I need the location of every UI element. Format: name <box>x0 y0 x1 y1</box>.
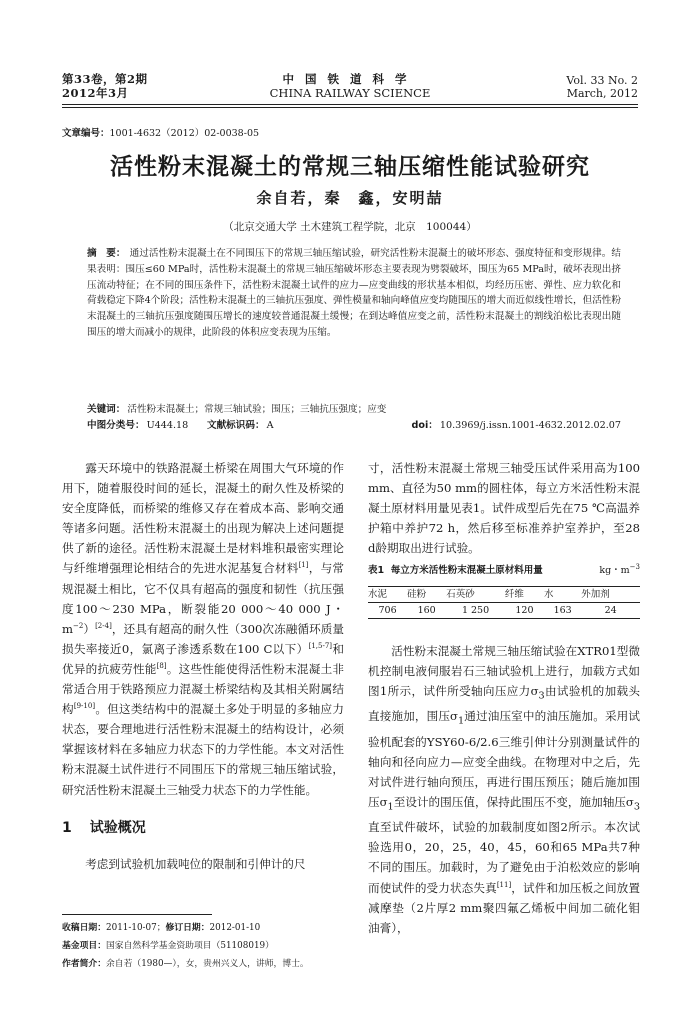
citation[interactable]: [8] <box>156 662 167 671</box>
table-caption-text: 每立方米活性粉末混凝土原材料用量 <box>390 565 543 577</box>
table-row <box>368 602 640 618</box>
table-cell: 24 <box>581 602 640 618</box>
journal-name-cn: 中国铁道科学 <box>282 72 418 86</box>
citation[interactable]: [11] <box>496 880 512 889</box>
section-title: 试验概况 <box>89 819 146 836</box>
table-header-row <box>368 586 640 602</box>
table-cell: 160 <box>407 602 446 618</box>
footnote-author: 作者简介：余自若（1980—），女，贵州兴义人，讲师，博士。 <box>62 959 309 969</box>
header-rule-thin <box>62 107 638 108</box>
date-cn: 2012年3月 <box>62 86 129 100</box>
abstract-label: 摘 要： <box>87 248 126 259</box>
section-heading <box>62 818 344 838</box>
material-table <box>368 586 640 619</box>
keywords-text: 活性粉末混凝土；常规三轴试验；围压；三轴抗压强度；应变 <box>127 404 387 415</box>
right-column <box>368 458 640 938</box>
classification-line <box>87 418 621 434</box>
paragraph: 活性粉末混凝土常规三轴压缩试验在XTR01型微机控制电液伺服岩石三轴试验机上进行，加载方式如图1所示，试件所受轴向压应力$\sigma_3$由试验机的加载头直接施加，围压$\sigma_1$通过油压室中的油压施加。采用试验机配套的YSY60-6/2.6三维引伸计分别测量试件的轴向和径向应力—应变全曲线。在物理对中之后，先对试件进行轴向预压，再进行围压预压；随后施加围压$\sigma_1$至设计的围压值，保持此围压不变，施加轴压$\sigma_3$直至试件破坏，试验的加载制度如图2所示。本次试验选用0，20，25，40，45，60和65 MPa共7种不同的围压。加载时，为了避免由于泊松效应的影响而使试件的受力状态失真[11]，试件和加压板之间放置减摩垫（2片厚2 mm聚四氟乙烯板中间加二硫化钼油膏）， <box>368 643 640 935</box>
abstract-text: 通过活性粉末混凝土在不同围压下的常规三轴压缩试验，研究活性粉末混凝土的破坏形态、强度特征和变形规律。结果表明：围压≤60 MPa时，活性粉末混凝土的常规三轴压缩破坏形态主要表现为劈裂破坏，围压为65 MPa时，破坏表现出挤压流动特征；在不同的围压条件下，活性粉末混凝土试件的应力—应变曲线的形状基本相似，均经历压密、弹性、应力软化和荷载稳定下降4个阶段；活性粉末混凝土的三轴抗压强度、弹性模量和轴向峰值应变均随围压的增大而近似线性增长，但活性粉末混凝土的三轴抗压强度随围压增长的速度较普通混凝土缓慢；在到达峰值应变之前，活性粉末混凝土的割线泊松比表现出随围压的增大而减小的规律，此阶段的体积应变表现为压缩。 <box>87 248 622 338</box>
citation[interactable]: [1] <box>298 561 309 570</box>
footnote-dates: 收稿日期：2011-10-07；修订日期：2012-01-10 <box>62 923 261 933</box>
table-cell: 120 <box>505 602 544 618</box>
table-unit: kg・$m^{-3}$ <box>599 563 640 577</box>
keywords <box>87 402 621 418</box>
footnote-fund: 基金项目：国家自然科学基金资助项目（51108019） <box>62 941 274 951</box>
abstract <box>87 246 621 341</box>
section-number: 1 <box>62 819 72 836</box>
table-cell: 163 <box>544 602 581 618</box>
table-header-cell: 硅粉 <box>407 586 446 602</box>
table-header-cell: 纤维 <box>505 586 544 602</box>
citation[interactable]: [9-10] <box>73 702 96 711</box>
footnote-rule <box>62 914 212 915</box>
keywords-label: 关键词： <box>87 404 126 415</box>
journal-name-en: CHINA RAILWAY SCIENCE <box>269 86 431 100</box>
table-number: 表1 <box>368 565 385 577</box>
clc-label: 中图分类号： <box>87 420 145 431</box>
document-code: 文献标识码： A <box>207 420 274 431</box>
affiliation: （北京交通大学 土木建筑工程学院，北京 100044） <box>223 221 477 233</box>
doi-link[interactable]: 10.3969/j.issn.1001-4632.2012.02.07 <box>439 420 621 431</box>
citation[interactable]: [2-4] <box>95 621 112 630</box>
volume-issue-en <box>566 74 638 100</box>
left-column <box>62 458 344 874</box>
doi: doi： 10.3969/j.issn.1001-4632.2012.02.07 <box>411 420 621 431</box>
article-number: 文章编号：1001-4632（2012）02-0038-05 <box>62 128 260 139</box>
date-en: March, 2012 <box>566 87 638 100</box>
volume-en: Vol. 33 No. 2 <box>566 74 638 87</box>
author-list: 余自若，秦 鑫，安明喆 <box>256 189 444 207</box>
paragraph: 寸，活性粉末混凝土常规三轴受压试件采用高为100 mm、直径为50 mm的圆柱体，每立方米活性粉末混凝土原材料用量见表1。试件成型后先在75 ℃高温养护箱中养护72 h，然后移至标准养护室养护，至28 d龄期取出进行试验。 <box>368 461 640 556</box>
paper-title: 活性粉末混凝土的常规三轴压缩性能试验研究 <box>110 154 590 180</box>
table-header-cell: 水泥 <box>368 586 407 602</box>
clc-code: U444.18 <box>146 420 189 431</box>
paragraph: 考虑到试验机加载吨位的限制和引伸计的尺 <box>85 856 306 871</box>
volume-cn: 第33卷，第2期 <box>62 72 148 86</box>
table-header-cell: 水 <box>544 586 581 602</box>
table-header-cell: 外加剂 <box>581 586 640 602</box>
citation[interactable]: [1,5-7] <box>308 641 333 650</box>
table-header-cell: 石英砂 <box>446 586 505 602</box>
intro-paragraph: 露天环境中的铁路混凝土桥梁在周围大气环境的作用下，随着服役时间的延长，混凝土的耐久性及桥梁的安全度降低，而桥梁的维修又存在着成本高、影响交通等诸多问题。活性粉末混凝土的出现为解决上述问题提供了新的途径。活性粉末混凝土是材料堆积最密实理论与纤维增强理论相结合的先进水泥基复合材料[1]，与常规混凝土相比，它不仅具有超高的强度和韧性（抗压强度100～230 MPa，断裂能20 000～40 000 J・$m^{-2})[2-4]$，还具有超高的耐久性（300次冻融循环质量损失率接近0，氯离子渗透系数在100 C以下）[1,5-7]和优异的抗疲劳性能[8]。这些性能使得活性粉末混凝土非常适合用于铁路预应力混凝土桥梁结构及其相关附属结构[9-10]。但这类结构中的混凝土多处于明显的多轴应力状态，要合理地进行活性粉末混凝土的结构设计，必须掌握该材料在多轴应力状态下的力学性能。本文对活性粉末混凝土试件进行不同围压下的常规三轴压缩试验，研究活性粉末混凝土三轴受力状态下的力学性能。 <box>62 461 344 797</box>
table-cell: 1 250 <box>446 602 505 618</box>
journal-name <box>62 72 638 100</box>
table-cell: 706 <box>368 602 407 618</box>
table-caption <box>368 561 640 581</box>
header-rule-thick <box>62 104 638 105</box>
